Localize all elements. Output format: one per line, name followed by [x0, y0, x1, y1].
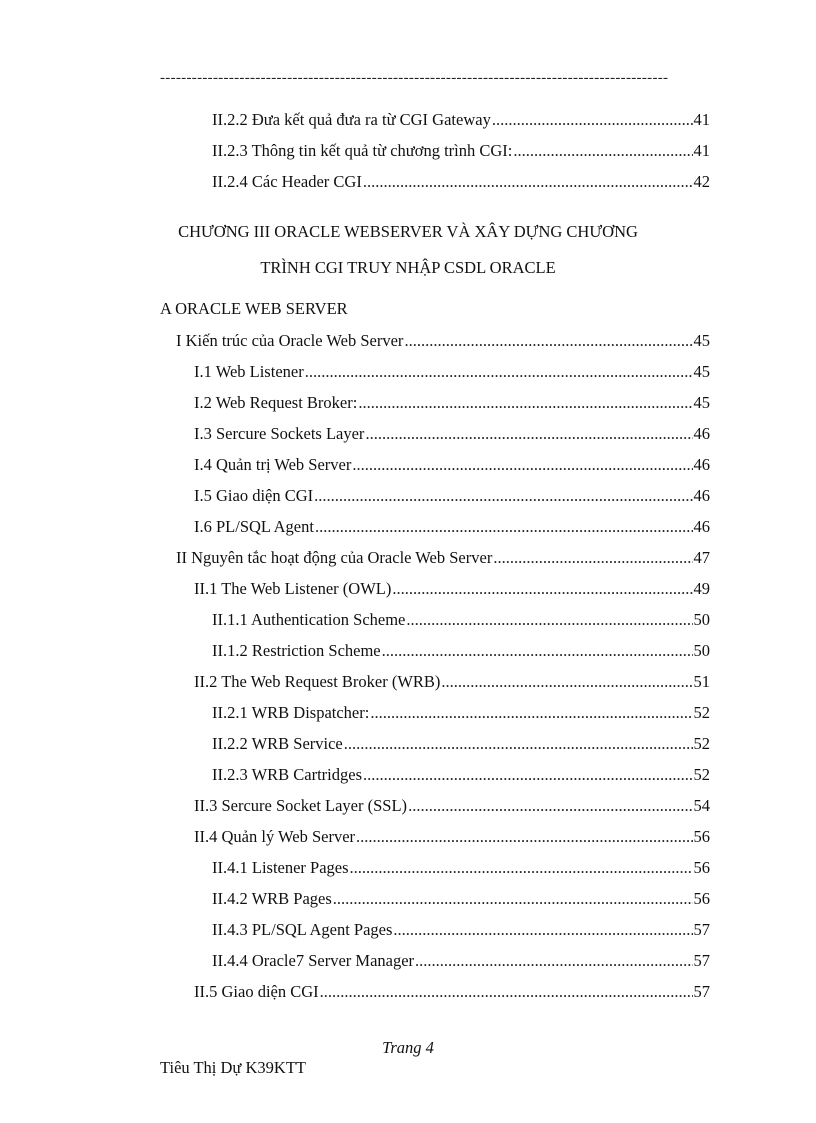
toc-entry[interactable] — [212, 920, 710, 942]
chapter-title-line-2: TRÌNH CGI TRUY NHẬP CSDL ORACLE — [260, 258, 556, 277]
toc-entry-page: 51 — [693, 672, 710, 691]
toc-leader-dots — [320, 982, 693, 1002]
toc-entry-label: II.2.2 Đưa kết quả đưa ra từ CGI Gateway — [212, 110, 491, 129]
toc-entry-label: II.4.2 WRB Pages — [212, 889, 332, 908]
toc-entry-label: I.6 PL/SQL Agent — [194, 517, 314, 536]
toc-entry-label: II.2.4 Các Header CGI — [212, 172, 362, 191]
toc-leader-dots — [356, 827, 692, 847]
toc-entry-page: 46 — [693, 486, 710, 505]
toc-entry-label: II.1.1 Authentication Scheme — [212, 610, 406, 629]
toc-leader-dots — [415, 951, 692, 971]
toc-leader-dots — [393, 920, 692, 940]
toc-entry-label: II.4.3 PL/SQL Agent Pages — [212, 920, 393, 939]
toc-entry-label: II.2.1 WRB Dispatcher: — [212, 703, 370, 722]
toc-leader-dots — [350, 858, 693, 878]
toc-leader-dots — [382, 641, 693, 661]
toc-entry[interactable] — [194, 486, 710, 508]
toc-entry[interactable] — [194, 579, 710, 601]
toc-entry[interactable] — [212, 889, 710, 911]
toc-entry-label: I.4 Quản trị Web Server — [194, 455, 352, 474]
toc-entry-label: II.2.3 Thông tin kết quả từ chương trình CGI: — [212, 141, 513, 160]
toc-entry-page: 42 — [693, 172, 710, 191]
toc-entry[interactable] — [212, 703, 710, 725]
toc-leader-dots — [363, 765, 692, 785]
toc-entry-page: 56 — [693, 858, 710, 877]
toc-entry-page: 45 — [693, 362, 710, 381]
toc-entry[interactable] — [212, 172, 710, 194]
toc-entry-page: 45 — [693, 331, 710, 350]
toc-entry[interactable] — [212, 610, 710, 632]
toc-entry[interactable] — [212, 734, 710, 756]
toc-leader-dots — [392, 579, 692, 599]
toc-leader-dots — [365, 424, 692, 444]
toc-entry-label: II.2.3 WRB Cartridges — [212, 765, 363, 784]
toc-leader-dots — [333, 889, 693, 909]
toc-leader-dots — [406, 610, 692, 630]
toc-entry-page: 56 — [693, 889, 710, 908]
toc-entry-label: I.1 Web Listener — [194, 362, 304, 381]
toc-entry-page: 57 — [693, 982, 710, 1001]
header-rule: ------------------------------------------------------------------------------------------------ — [160, 70, 669, 86]
toc-leader-dots — [315, 517, 693, 537]
footer-author: Tiêu Thị Dự K39KTT — [160, 1058, 306, 1077]
toc-entry-label: II.2.2 WRB Service — [212, 734, 343, 753]
toc-entry[interactable] — [194, 517, 710, 539]
toc-entry-label: I.2 Web Request Broker: — [194, 393, 358, 412]
toc-leader-dots — [314, 486, 692, 506]
chapter-title-line-1: CHƯƠNG III ORACLE WEBSERVER VÀ XÂY DỰNG CHƯƠNG — [178, 222, 638, 241]
toc-entry-label: II.1 The Web Listener (OWL) — [194, 579, 392, 598]
toc-leader-dots — [363, 172, 693, 192]
toc-entry-page: 46 — [693, 517, 710, 536]
toc-entry[interactable] — [194, 393, 710, 415]
toc-entry[interactable] — [212, 141, 710, 163]
toc-entry-label: I.3 Sercure Sockets Layer — [194, 424, 365, 443]
toc-entry-label: II.4 Quản lý Web Server — [194, 827, 356, 846]
toc-entry-page: 54 — [693, 796, 710, 815]
toc-leader-dots — [493, 548, 692, 568]
toc-leader-dots — [513, 141, 692, 161]
section-heading: A ORACLE WEB SERVER — [160, 299, 348, 318]
toc-entry[interactable] — [194, 455, 710, 477]
toc-entry-page: 50 — [693, 641, 710, 660]
toc-entry[interactable] — [212, 110, 710, 132]
toc-entry[interactable] — [212, 641, 710, 663]
toc-entry[interactable] — [176, 331, 710, 353]
toc-entry-page: 41 — [693, 110, 710, 129]
toc-entry-label: II.2 The Web Request Broker (WRB) — [194, 672, 441, 691]
toc-entry-label: II.1.2 Restriction Scheme — [212, 641, 381, 660]
toc-entry-page: 52 — [693, 765, 710, 784]
toc-entry-page: 57 — [693, 920, 710, 939]
toc-leader-dots — [408, 796, 692, 816]
toc-entry-page: 46 — [693, 424, 710, 443]
toc-entry-page: 50 — [693, 610, 710, 629]
toc-entry[interactable] — [194, 827, 710, 849]
page-number: Trang 4 — [382, 1038, 434, 1057]
toc-entry[interactable] — [194, 982, 710, 1004]
toc-entry-page: 52 — [693, 734, 710, 753]
toc-entry[interactable] — [194, 424, 710, 446]
toc-entry[interactable] — [194, 796, 710, 818]
toc-entry-label: I.5 Giao diện CGI — [194, 486, 314, 505]
toc-entry-label: II.5 Giao diện CGI — [194, 982, 319, 1001]
toc-entry[interactable] — [194, 672, 710, 694]
toc-entry-page: 46 — [693, 455, 710, 474]
toc-entry-label: II.4.1 Listener Pages — [212, 858, 349, 877]
toc-entry[interactable] — [212, 951, 710, 973]
toc-leader-dots — [344, 734, 693, 754]
toc-entry-label: I Kiến trúc của Oracle Web Server — [176, 331, 404, 350]
toc-leader-dots — [358, 393, 692, 413]
toc-entry[interactable] — [176, 548, 710, 570]
toc-entry-page: 45 — [693, 393, 710, 412]
toc-entry-page: 56 — [693, 827, 710, 846]
toc-entry-page: 41 — [693, 141, 710, 160]
toc-entry[interactable] — [212, 858, 710, 880]
toc-entry-label: II.3 Sercure Socket Layer (SSL) — [194, 796, 408, 815]
toc-entry-page: 49 — [693, 579, 710, 598]
toc-leader-dots — [305, 362, 693, 382]
toc-leader-dots — [404, 331, 692, 351]
toc-entry[interactable] — [212, 765, 710, 787]
toc-leader-dots — [441, 672, 692, 692]
toc-entry-label: II Nguyên tắc hoạt động của Oracle Web Server — [176, 548, 493, 567]
toc-entry-label: II.4.4 Oracle7 Server Manager — [212, 951, 415, 970]
toc-entry-page: 57 — [693, 951, 710, 970]
toc-entry-page: 47 — [693, 548, 710, 567]
toc-entry[interactable] — [194, 362, 710, 384]
toc-leader-dots — [492, 110, 693, 130]
toc-leader-dots — [352, 455, 692, 475]
toc-entry-page: 52 — [693, 703, 710, 722]
toc-leader-dots — [370, 703, 692, 723]
